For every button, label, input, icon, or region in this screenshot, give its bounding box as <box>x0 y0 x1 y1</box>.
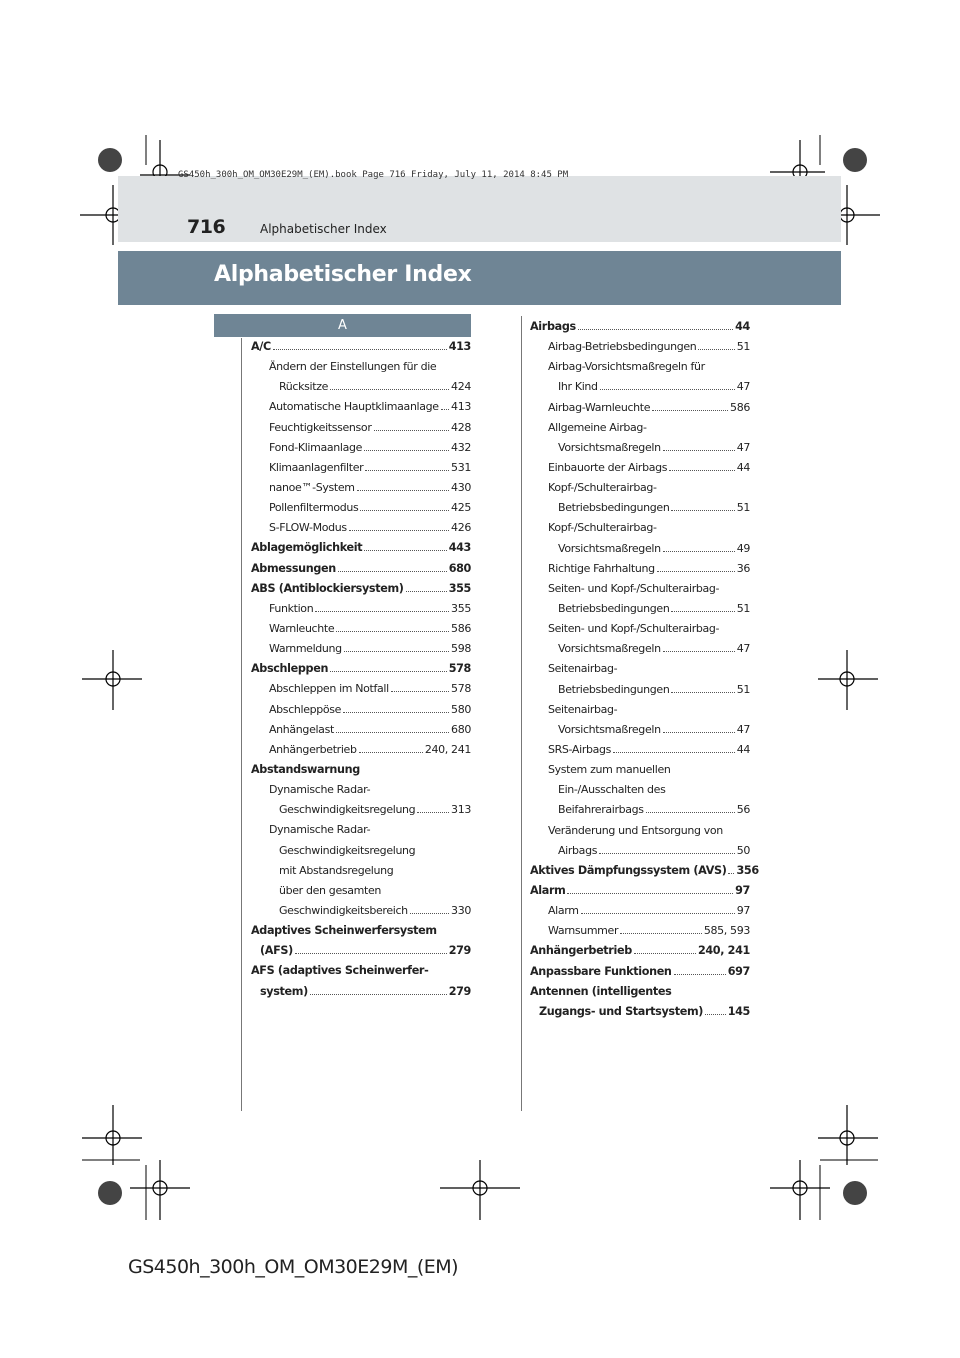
dot-leader <box>674 974 726 975</box>
dot-leader <box>360 510 449 511</box>
index-entry <box>251 921 471 941</box>
index-entry <box>530 962 750 982</box>
index-entry <box>530 700 750 720</box>
dot-leader <box>344 651 449 652</box>
dot-leader <box>599 853 735 854</box>
index-entry <box>251 659 471 679</box>
index-entry-page: 47 <box>736 722 750 736</box>
index-entry-page: 578 <box>448 662 471 676</box>
section-letter: A <box>214 314 471 337</box>
index-entry-page: 51 <box>736 682 750 696</box>
index-entry <box>530 800 750 820</box>
index-entry <box>530 901 750 921</box>
index-entry-term: S-FLOW-Modus <box>269 521 347 535</box>
index-entry-page: 430 <box>451 480 471 494</box>
index-entry <box>251 397 471 417</box>
dot-leader <box>359 752 423 753</box>
index-entry-term: Vorsichtsmaßregeln <box>558 722 661 736</box>
dot-leader <box>273 349 447 350</box>
index-entry-page: 56 <box>736 803 750 817</box>
index-entry <box>251 720 471 740</box>
index-entry-page: 51 <box>736 501 750 515</box>
dot-leader <box>671 692 734 693</box>
index-column-left <box>251 337 471 1002</box>
index-entry <box>530 941 750 961</box>
index-entry-term: Anhängelast <box>269 722 334 736</box>
dot-leader <box>578 329 733 330</box>
index-entry <box>530 518 750 538</box>
dot-leader <box>441 409 449 410</box>
index-entry <box>530 478 750 498</box>
dot-leader <box>669 470 735 471</box>
index-entry <box>530 740 750 760</box>
dot-leader <box>671 510 734 511</box>
index-entry-term: Anhängerbetrieb <box>269 742 357 756</box>
index-entry-term: Anpassbare Funktionen <box>530 964 672 978</box>
index-entry <box>530 659 750 679</box>
dot-leader <box>374 430 450 431</box>
dot-leader <box>663 551 735 552</box>
dot-leader <box>336 631 449 632</box>
index-entry-page: 585, 593 <box>703 924 750 938</box>
index-entry-term: Seiten- und Kopf-/Schulterairbag- <box>548 581 720 595</box>
index-entry <box>251 559 471 579</box>
index-entry-term: Einbauorte der Airbags <box>548 460 668 474</box>
index-entry <box>530 539 750 559</box>
index-entry-term: Pollenfiltermodus <box>269 501 359 515</box>
dot-leader <box>406 591 447 592</box>
dot-leader <box>410 913 449 914</box>
index-entry-page: 578 <box>451 682 471 696</box>
index-entry-term: Airbags <box>558 843 598 857</box>
index-entry-term: Airbags <box>530 320 576 333</box>
dot-leader <box>581 913 735 914</box>
index-entry-page: 44 <box>736 742 750 756</box>
index-entry-page: 356 <box>736 863 759 877</box>
index-entry <box>530 418 750 438</box>
index-entry-page: 49 <box>736 541 750 555</box>
index-entry-term: AFS (adaptives Scheinwerfer- <box>251 964 429 978</box>
index-entry <box>530 881 750 901</box>
index-entry-page: 279 <box>448 984 471 998</box>
index-entry <box>251 377 471 397</box>
index-entry-term: Seitenairbag- <box>548 702 618 716</box>
dot-leader <box>338 571 447 572</box>
index-entry <box>251 861 471 881</box>
index-entry-term: Dynamische Radar- <box>269 783 371 797</box>
index-entry-term: Vorsichtsmaßregeln <box>558 642 661 656</box>
index-entry-page: 313 <box>451 803 471 817</box>
index-entry <box>530 458 750 478</box>
index-entry-term: über den gesamten <box>279 883 381 897</box>
index-entry-term: Funktion <box>269 601 314 615</box>
dot-leader <box>634 953 696 954</box>
index-entry-page: 240, 241 <box>424 742 471 756</box>
index-entry-page: 355 <box>451 601 471 615</box>
index-entry-term: Ein-/Ausschalten des <box>558 783 666 797</box>
index-entry <box>530 821 750 841</box>
index-entry <box>530 377 750 397</box>
index-entry-page: 426 <box>451 521 471 535</box>
index-entry-term: Abschleppen <box>251 662 329 676</box>
index-entry-page: 50 <box>736 843 750 857</box>
index-entry <box>530 982 750 1002</box>
index-entry <box>251 418 471 438</box>
dot-leader <box>295 953 447 954</box>
dot-leader <box>417 812 449 813</box>
index-entry-term: Ändern der Einstellungen für die <box>269 360 437 374</box>
index-entry-term: Geschwindigkeitsbereich <box>279 903 408 917</box>
index-entry-page: 47 <box>736 642 750 656</box>
index-entry-term: Abschleppen im Notfall <box>269 682 389 696</box>
index-entry <box>251 458 471 478</box>
index-entry <box>251 478 471 498</box>
index-column-right <box>530 317 759 1022</box>
index-entry <box>530 760 750 780</box>
index-entry <box>251 800 471 820</box>
index-entry-term: Airbag-Vorsichtsmaßregeln für <box>548 360 705 374</box>
index-entry-page: 680 <box>448 561 471 575</box>
index-entry-term: ABS (Antiblockiersystem) <box>251 581 404 595</box>
index-entry-term: Vorsichtsmaßregeln <box>558 541 661 555</box>
index-entry-term: Betriebsbedingungen <box>558 682 670 696</box>
dot-leader <box>671 611 734 612</box>
dot-leader <box>336 732 449 733</box>
index-entry <box>251 780 471 800</box>
index-entry <box>530 317 750 337</box>
index-entry <box>530 780 750 800</box>
dot-leader <box>600 389 735 390</box>
index-entry-term: Klimaanlagenfilter <box>269 460 364 474</box>
dot-leader <box>315 611 449 612</box>
index-entry-page: 240, 241 <box>697 944 750 958</box>
index-entry <box>251 337 471 357</box>
index-entry-page: 424 <box>451 380 471 394</box>
index-entry <box>251 760 471 780</box>
index-entry <box>530 841 750 861</box>
dot-leader <box>698 349 734 350</box>
index-entry-term: Aktives Dämpfungssystem (AVS) <box>530 863 727 877</box>
index-entry-page: 47 <box>736 440 750 454</box>
dot-leader <box>343 712 449 713</box>
index-entry-page: 680 <box>451 722 471 736</box>
model-code: GS450h_300h_OM_OM30E29M_(EM) <box>128 1256 459 1278</box>
index-entry-term: Warnmeldung <box>269 642 342 656</box>
column-rule-middle <box>521 316 522 1111</box>
index-entry-page: 425 <box>451 501 471 515</box>
index-entry-term: Anhängerbetrieb <box>530 944 632 958</box>
index-entry-page: 279 <box>448 944 471 958</box>
index-entry <box>530 337 750 357</box>
index-entry-term: Betriebsbedingungen <box>558 501 670 515</box>
index-entry-page: 97 <box>735 883 750 897</box>
index-entry-term: Abschleppöse <box>269 702 342 716</box>
index-entry-term: system) <box>260 984 308 998</box>
index-entry <box>251 579 471 599</box>
index-entry-term: Richtige Fahrhaltung <box>548 561 655 575</box>
index-entry-term: Ablagemöglichkeit <box>251 541 363 555</box>
page-title: Alphabetischer Index <box>214 262 472 287</box>
index-entry-page: 97 <box>736 904 750 918</box>
index-entry <box>530 579 750 599</box>
dot-leader <box>663 732 735 733</box>
index-entry <box>530 680 750 700</box>
book-info: GS450h_300h_OM_OM30E29M_(EM).book Page 716 Friday, July 11, 2014 8:45 PM <box>178 170 569 180</box>
index-entry-term: Seitenairbag- <box>548 662 618 676</box>
index-entry-term: Fond-Klimaanlage <box>269 440 363 454</box>
index-entry <box>530 357 750 377</box>
dot-leader <box>357 490 449 491</box>
index-entry-page: 330 <box>451 903 471 917</box>
index-entry-page: 580 <box>451 702 471 716</box>
index-entry-term: Kopf-/Schulterairbag- <box>548 521 657 535</box>
index-entry-page: 531 <box>451 460 471 474</box>
index-entry-term: A/C <box>251 340 271 353</box>
index-entry <box>530 498 750 518</box>
running-title: Alphabetischer Index <box>260 222 387 236</box>
index-entry-page: 413 <box>448 340 471 353</box>
index-entry-page: 413 <box>451 400 471 414</box>
index-entry <box>530 861 759 881</box>
index-entry-term: Airbag-Betriebsbedingungen <box>548 340 697 354</box>
index-entry-page: 47 <box>736 380 750 394</box>
index-entry-page: 51 <box>736 340 750 354</box>
index-entry-term: Abstandswarnung <box>251 762 360 776</box>
index-entry-term: Allgemeine Airbag- <box>548 420 647 434</box>
index-entry <box>530 619 750 639</box>
index-entry-term: mit Abstandsregelung <box>279 863 394 877</box>
index-entry-term: Automatische Hauptklimaanlage <box>269 400 439 414</box>
index-entry-term: Veränderung und Entsorgung von <box>548 823 723 837</box>
index-entry-page: 44 <box>735 320 750 333</box>
index-entry-term: nanoe™-System <box>269 480 355 494</box>
index-entry-page: 355 <box>448 581 471 595</box>
index-entry <box>251 538 471 558</box>
index-entry <box>251 841 471 861</box>
index-entry <box>251 901 471 921</box>
index-entry-page: 36 <box>736 561 750 575</box>
index-entry <box>530 720 750 740</box>
dot-leader <box>646 812 735 813</box>
dot-leader <box>330 671 447 672</box>
index-entry <box>251 438 471 458</box>
dot-leader <box>365 470 449 471</box>
index-entry-page: 598 <box>451 642 471 656</box>
index-entry <box>251 881 471 901</box>
index-entry-term: Alarm <box>548 904 579 918</box>
dot-leader <box>728 873 734 874</box>
dot-leader <box>620 933 702 934</box>
index-entry-term: Antennen (intelligentes <box>530 984 672 998</box>
dot-leader <box>391 691 449 692</box>
index-entry-page: 51 <box>736 601 750 615</box>
index-entry-term: Vorsichtsmaßregeln <box>558 440 661 454</box>
index-entry-term: Alarm <box>530 883 566 897</box>
dot-leader <box>663 651 735 652</box>
index-entry-page: 443 <box>448 541 471 555</box>
index-entry-term: Dynamische Radar- <box>269 823 371 837</box>
dot-leader <box>310 994 447 995</box>
dot-leader <box>349 530 449 531</box>
dot-leader <box>657 571 735 572</box>
dot-leader <box>705 1014 726 1015</box>
index-entry-term: Beifahrerairbags <box>558 803 644 817</box>
index-entry <box>251 679 471 699</box>
index-entry-page: 145 <box>727 1004 750 1018</box>
index-entry <box>251 599 471 619</box>
dot-leader <box>330 389 449 390</box>
index-entry <box>251 941 471 961</box>
index-entry <box>251 961 471 981</box>
index-entry-term: Abmessungen <box>251 561 336 575</box>
index-entry-term: Warnleuchte <box>269 621 335 635</box>
dot-leader <box>652 410 728 411</box>
header-band <box>118 176 841 242</box>
index-entry <box>251 518 471 538</box>
index-entry-term: Seiten- und Kopf-/Schulterairbag- <box>548 622 720 636</box>
index-entry <box>251 498 471 518</box>
index-entry-term: Kopf-/Schulterairbag- <box>548 481 657 495</box>
index-entry-term: Adaptives Scheinwerfersystem <box>251 924 437 938</box>
index-entry-page: 428 <box>451 420 471 434</box>
index-entry <box>251 820 471 840</box>
dot-leader <box>567 893 733 894</box>
dot-leader <box>663 450 735 451</box>
index-entry-page: 586 <box>730 400 750 414</box>
index-entry <box>530 438 750 458</box>
index-entry-term: Rücksitze <box>279 380 329 394</box>
index-entry-term: SRS-Airbags <box>548 742 612 756</box>
index-entry <box>530 398 750 418</box>
index-entry-page: 586 <box>451 621 471 635</box>
dot-leader <box>364 450 449 451</box>
index-entry <box>530 639 750 659</box>
index-entry-term: (AFS) <box>260 944 293 958</box>
dot-leader <box>364 550 446 551</box>
index-entry <box>251 639 471 659</box>
dot-leader <box>613 752 735 753</box>
index-entry-term: Zugangs- und Startsystem) <box>539 1004 704 1018</box>
index-entry-term: Geschwindigkeitsregelung <box>279 843 416 857</box>
index-entry-term: System zum manuellen <box>548 763 671 777</box>
index-entry <box>530 599 750 619</box>
index-entry <box>251 740 471 760</box>
index-entry-term: Airbag-Warnleuchte <box>548 400 651 414</box>
index-entry-page: 432 <box>451 440 471 454</box>
index-entry <box>251 982 471 1002</box>
index-entry-term: Feuchtigkeitssensor <box>269 420 372 434</box>
index-entry-term: Warnsummer <box>548 924 619 938</box>
index-entry <box>251 619 471 639</box>
index-entry-page: 697 <box>727 964 750 978</box>
page-number: 716 <box>187 216 226 238</box>
index-entry <box>530 1002 750 1022</box>
index-entry <box>530 559 750 579</box>
index-entry-term: Betriebsbedingungen <box>558 601 670 615</box>
index-entry <box>530 921 750 941</box>
index-entry <box>251 700 471 720</box>
index-entry-page: 44 <box>736 460 750 474</box>
index-entry-term: Ihr Kind <box>558 380 598 394</box>
index-entry <box>251 357 471 377</box>
index-entry-term: Geschwindigkeitsregelung <box>279 803 416 817</box>
column-rule-left <box>241 338 242 1111</box>
